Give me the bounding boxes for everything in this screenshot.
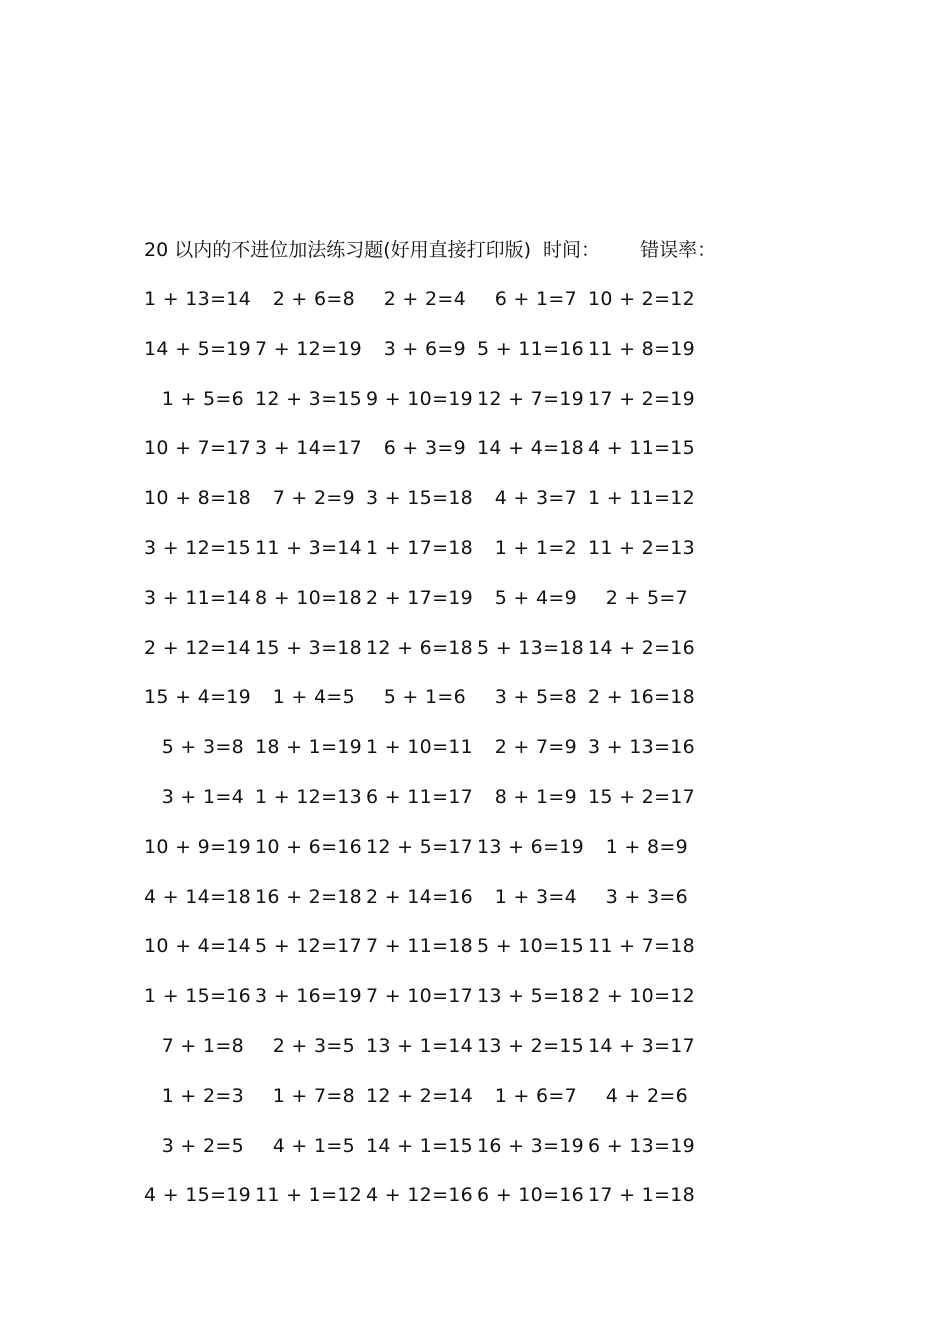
- problem-row: [144, 285, 704, 335]
- addition-problem: 15 + 4=19: [144, 686, 252, 709]
- addition-problem: 4 + 11=15: [588, 437, 696, 460]
- addition-problem: 4 + 2=6: [605, 1084, 688, 1107]
- addition-problem: 5 + 11=16: [477, 337, 585, 360]
- problem-row: [144, 1181, 704, 1231]
- worksheet-header: [144, 236, 716, 264]
- addition-problem: 9 + 10=19: [366, 387, 474, 410]
- addition-problem: 15 + 2=17: [588, 785, 696, 808]
- addition-problem: 3 + 5=8: [494, 686, 577, 709]
- problem-row: [144, 1032, 704, 1082]
- addition-problem: 7 + 2=9: [272, 487, 355, 510]
- addition-problem: 10 + 7=17: [144, 437, 252, 460]
- addition-problem: 7 + 11=18: [366, 935, 474, 958]
- addition-problem: 7 + 1=8: [161, 1034, 244, 1057]
- addition-problem: 3 + 15=18: [366, 487, 474, 510]
- addition-problem: 2 + 12=14: [144, 636, 252, 659]
- addition-problem: 4 + 12=16: [366, 1184, 474, 1207]
- addition-problem: 3 + 6=9: [383, 337, 466, 360]
- addition-problem: 1 + 1=2: [494, 536, 577, 559]
- problem-grid: [144, 285, 704, 1231]
- problem-row: [144, 335, 704, 385]
- addition-problem: 13 + 1=14: [366, 1034, 474, 1057]
- addition-problem: 16 + 3=19: [477, 1134, 585, 1157]
- addition-problem: 7 + 12=19: [255, 337, 363, 360]
- addition-problem: 17 + 2=19: [588, 387, 696, 410]
- addition-problem: 1 + 3=4: [494, 885, 577, 908]
- addition-problem: 8 + 1=9: [494, 785, 577, 808]
- addition-problem: 2 + 7=9: [494, 736, 577, 759]
- addition-problem: 1 + 10=11: [366, 736, 474, 759]
- addition-problem: 13 + 6=19: [477, 835, 585, 858]
- addition-problem: 5 + 10=15: [477, 935, 585, 958]
- addition-problem: 2 + 14=16: [366, 885, 474, 908]
- addition-problem: 11 + 8=19: [588, 337, 696, 360]
- problem-row: [144, 534, 704, 584]
- worksheet-title: 20 以内的不进位加法练习题(好用直接打印版): [144, 239, 532, 261]
- addition-problem: 14 + 1=15: [366, 1134, 474, 1157]
- addition-problem: 4 + 1=5: [272, 1134, 355, 1157]
- problem-row: [144, 683, 704, 733]
- addition-problem: 2 + 17=19: [366, 586, 474, 609]
- addition-problem: 5 + 12=17: [255, 935, 363, 958]
- addition-problem: 10 + 4=14: [144, 935, 252, 958]
- addition-problem: 1 + 8=9: [605, 835, 688, 858]
- addition-problem: 3 + 11=14: [144, 586, 252, 609]
- addition-problem: 2 + 3=5: [272, 1034, 355, 1057]
- addition-problem: 17 + 1=18: [588, 1184, 696, 1207]
- addition-problem: 12 + 2=14: [366, 1084, 474, 1107]
- addition-problem: 16 + 2=18: [255, 885, 363, 908]
- addition-problem: 1 + 15=16: [144, 985, 252, 1008]
- addition-problem: 3 + 12=15: [144, 536, 252, 559]
- addition-problem: 3 + 14=17: [255, 437, 363, 460]
- addition-problem: 3 + 16=19: [255, 985, 363, 1008]
- addition-problem: 13 + 2=15: [477, 1034, 585, 1057]
- addition-problem: 2 + 2=4: [383, 288, 466, 310]
- problem-row: [144, 932, 704, 982]
- addition-problem: 5 + 4=9: [494, 586, 577, 609]
- addition-problem: 14 + 2=16: [588, 636, 696, 659]
- addition-problem: 6 + 3=9: [383, 437, 466, 460]
- addition-problem: 12 + 7=19: [477, 387, 585, 410]
- addition-problem: 1 + 13=14: [144, 288, 252, 310]
- addition-problem: 12 + 3=15: [255, 387, 363, 410]
- addition-problem: 4 + 14=18: [144, 885, 252, 908]
- addition-problem: 5 + 13=18: [477, 636, 585, 659]
- addition-problem: 14 + 5=19: [144, 337, 252, 360]
- addition-problem: 11 + 7=18: [588, 935, 696, 958]
- addition-problem: 2 + 10=12: [588, 985, 696, 1008]
- addition-problem: 5 + 3=8: [161, 736, 244, 759]
- addition-problem: 1 + 17=18: [366, 536, 474, 559]
- addition-problem: 6 + 10=16: [477, 1184, 585, 1207]
- addition-problem: 3 + 3=6: [605, 885, 688, 908]
- addition-problem: 1 + 12=13: [255, 785, 363, 808]
- addition-problem: 3 + 2=5: [161, 1134, 244, 1157]
- addition-problem: 11 + 1=12: [255, 1184, 363, 1207]
- problem-row: [144, 634, 704, 684]
- problem-row: [144, 1082, 704, 1132]
- problem-row: [144, 733, 704, 783]
- addition-problem: 10 + 8=18: [144, 487, 252, 510]
- addition-problem: 3 + 1=4: [161, 785, 244, 808]
- time-label: 时间：: [543, 239, 601, 261]
- problem-row: [144, 982, 704, 1032]
- addition-problem: 1 + 4=5: [272, 686, 355, 709]
- addition-problem: 10 + 6=16: [255, 835, 363, 858]
- addition-problem: 2 + 5=7: [605, 586, 688, 609]
- addition-problem: 8 + 10=18: [255, 586, 363, 609]
- problem-row: [144, 385, 704, 435]
- addition-problem: 5 + 1=6: [383, 686, 466, 709]
- addition-problem: 2 + 16=18: [588, 686, 696, 709]
- addition-problem: 2 + 6=8: [272, 288, 355, 310]
- error-rate-label: 错误率：: [640, 239, 717, 261]
- addition-problem: 7 + 10=17: [366, 985, 474, 1008]
- problem-row: [144, 783, 704, 833]
- addition-problem: 11 + 3=14: [255, 536, 363, 559]
- problem-row: [144, 1132, 704, 1182]
- problem-row: [144, 883, 704, 933]
- addition-problem: 4 + 15=19: [144, 1184, 252, 1207]
- addition-problem: 6 + 11=17: [366, 785, 474, 808]
- problem-row: [144, 484, 704, 534]
- addition-problem: 12 + 6=18: [366, 636, 474, 659]
- problem-row: [144, 833, 704, 883]
- addition-problem: 12 + 5=17: [366, 835, 474, 858]
- addition-problem: 18 + 1=19: [255, 736, 363, 759]
- addition-problem: 6 + 1=7: [494, 288, 577, 310]
- addition-problem: 1 + 11=12: [588, 487, 696, 510]
- addition-problem: 15 + 3=18: [255, 636, 363, 659]
- problem-row: [144, 584, 704, 634]
- addition-problem: 1 + 7=8: [272, 1084, 355, 1107]
- addition-problem: 3 + 13=16: [588, 736, 696, 759]
- addition-problem: 14 + 3=17: [588, 1034, 696, 1057]
- addition-problem: 1 + 5=6: [161, 387, 244, 410]
- addition-problem: 10 + 2=12: [588, 288, 696, 310]
- problem-row: [144, 434, 704, 484]
- addition-problem: 13 + 5=18: [477, 985, 585, 1008]
- addition-problem: 6 + 13=19: [588, 1134, 696, 1157]
- addition-problem: 14 + 4=18: [477, 437, 585, 460]
- addition-problem: 11 + 2=13: [588, 536, 696, 559]
- addition-problem: 10 + 9=19: [144, 835, 252, 858]
- addition-problem: 1 + 6=7: [494, 1084, 577, 1107]
- addition-problem: 1 + 2=3: [161, 1084, 244, 1107]
- addition-problem: 4 + 3=7: [494, 487, 577, 510]
